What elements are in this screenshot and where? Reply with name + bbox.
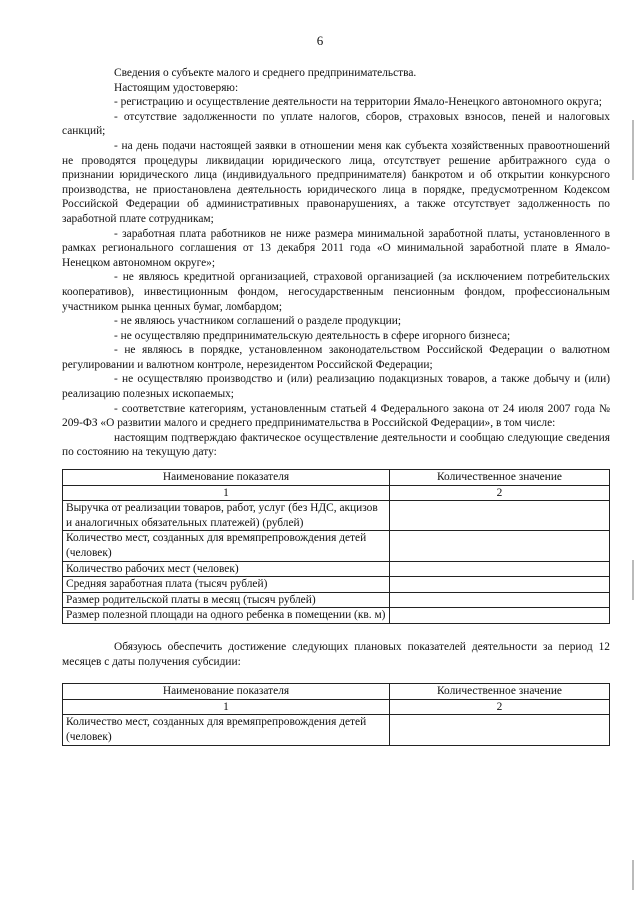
table-header-row [63,684,610,700]
row-value-parent-fee[interactable] [390,592,610,608]
row-label-area-per-child: Размер полезной площади на одного ребенка в помещении (кв. м) [63,608,390,624]
row-value-planned-child-places[interactable] [390,715,610,745]
row-label-parent-fee: Размер родительской платы в месяц (тысяч рублей) [63,592,390,608]
spacer [62,624,610,640]
column-number-2: 2 [390,485,610,501]
table-row [63,608,610,624]
column-number-1: 1 [63,485,390,501]
row-value-jobs[interactable] [390,561,610,577]
item-confirmation: настоящим подтверждаю фактическое осуществление деятельности и сообщаю следующие сведения по состоянию на текущую дату: [62,431,610,459]
header-indicator-name: Наименование показателя [63,470,390,486]
row-value-avg-salary[interactable] [390,577,610,593]
commitment-paragraph: Обязуюсь обеспечить достижение следующих плановых показателей деятельности за период 12 месяцев с даты получения субсидии: [62,640,610,668]
row-value-child-places[interactable] [390,531,610,561]
intro-heading: Сведения о субъекте малого и среднего предпринимательства. [114,67,417,79]
scan-edge-mark [632,860,634,890]
table-row [63,592,610,608]
planned-indicators-table [62,683,610,745]
item-no-excise: - не осуществляю производство и (или) реализацию подакцизных товаров, а также добычу и (или) реализацию полезных ископаемых; [62,373,610,401]
row-label-child-places: Количество мест, созданных для времяпрепровождения детей (человек) [63,531,390,561]
row-label-jobs: Количество рабочих мест (человек) [63,561,390,577]
table-row [63,577,610,593]
row-value-area-per-child[interactable] [390,608,610,624]
column-number-1: 1 [63,699,390,715]
item-no-tax-debt: - отсутствие задолженности по уплате налогов, сборов, страховых взносов, пеней и налоговых санкций; [62,110,610,138]
scan-edge-mark [632,120,634,180]
document-body [62,66,610,746]
header-quantity: Количественное значение [390,470,610,486]
table-header-row [63,470,610,486]
row-label-planned-child-places: Количество мест, созданных для времяпрепровождения детей (человек) [63,715,390,745]
header-indicator-name: Наименование показателя [63,684,390,700]
item-category-match: - соответствие категориям, установленным статьей 4 Федерального закона от 24 июля 2007 года № 209-ФЗ «О развитии малого и среднего предпринимательства в Российской Федерации», в том числе: [62,402,610,430]
table-row [63,531,610,561]
column-number-2: 2 [390,699,610,715]
table-row [63,501,610,531]
item-min-wage: - заработная плата работников не ниже размера минимальной заработной платы, установленного в рамках регионального соглашения от 13 декабря 2011 года «О минимальной заработной плате в Ямало-Ненецком автономном округе»; [62,227,610,269]
row-value-revenue[interactable] [390,501,610,531]
item-not-psa-party: - не являюсь участником соглашений о разделе продукции; [114,315,402,328]
scan-edge-mark [632,560,634,600]
row-label-avg-salary: Средняя заработная плата (тысяч рублей) [63,577,390,593]
row-label-revenue: Выручка от реализации товаров, работ, услуг (без НДС, акцизов и аналогичных обязательных платежей) (рублей) [63,501,390,531]
page-number: 6 [316,33,324,48]
intro-certify: Настоящим удостоверяю: [114,81,239,94]
header-quantity: Количественное значение [390,684,610,700]
table-row [63,715,610,745]
table-number-row [63,699,610,715]
item-registration: - регистрацию и осуществление деятельности на территории Ямало-Ненецкого автономного округа; [114,96,602,109]
table-row [63,561,610,577]
item-not-nonresident: - не являюсь в порядке, установленном законодательством Российской Федерации о валютном регулировании и валютном контроле, нерезидентом Российской Федерации; [62,344,610,371]
item-not-credit-org: - не являюсь кредитной организацией, страховой организацией (за исключением потребительских кооперативов), инвестиционным фондом, негосударственным пенсионным фондом, профессиональным участником рынка ценных бумаг, ломбардом; [62,271,610,313]
current-indicators-table [62,469,610,624]
item-no-liquidation: - на день подачи настоящей заявки в отношении меня как субъекта хозяйственных правоотношений не проводятся процедуры ликвидации юридического лица, отсутствует решение арбитражного суда о признании юридического лица (индивидуального предпринимателя) банкротом и об открытии конкурсного производства, не приостановлена деятельность юридического лица в порядке, предусмотренном Кодексом Российской Федерации об административных правонарушениях, а также отсутствует задолженность по заработной плате сотрудникам; [62,139,610,225]
item-no-gambling: - не осуществляю предпринимательскую деятельность в сфере игорного бизнеса; [114,329,511,342]
table-number-row [63,485,610,501]
